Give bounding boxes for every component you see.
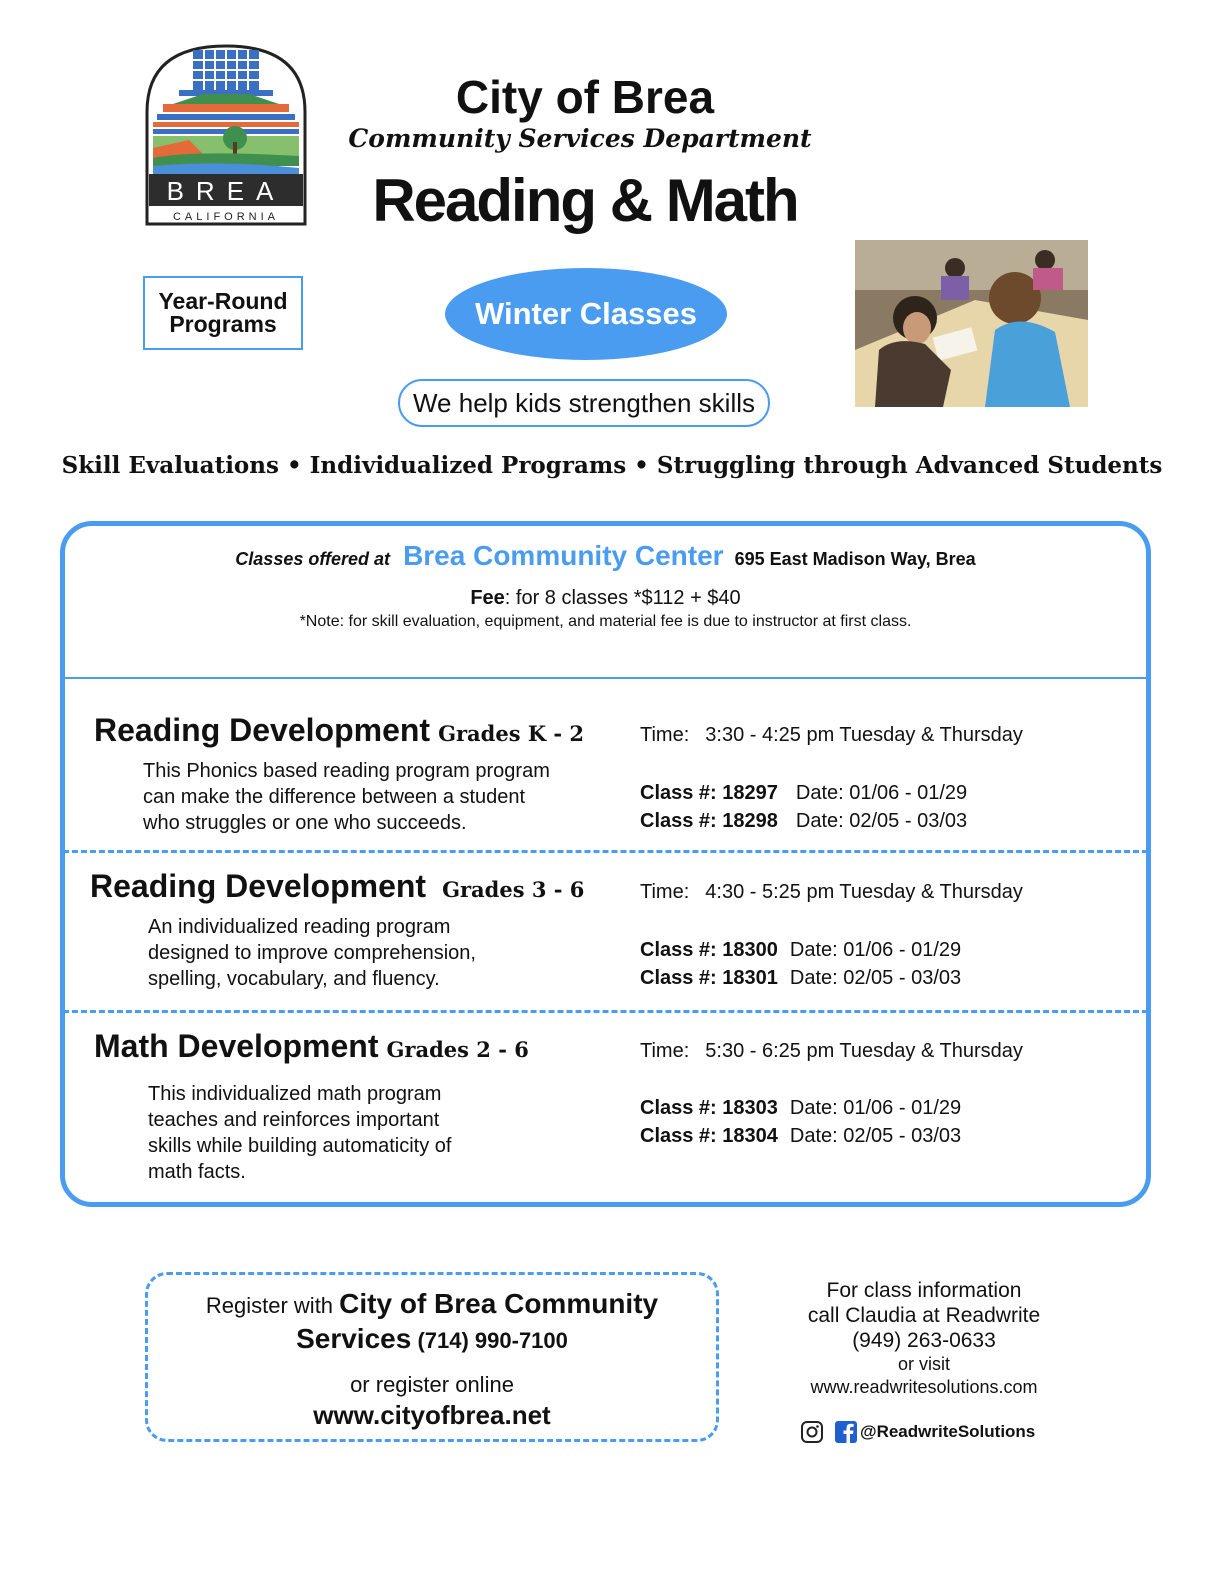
course-time <box>640 1040 1023 1063</box>
department-title: Community Services Department <box>348 124 812 153</box>
desc-line: spelling, vocabulary, and fluency. <box>148 968 440 990</box>
course-time <box>640 881 1023 904</box>
class-date: Date: 01/06 - 01/29 <box>795 782 968 804</box>
kids-reading-photo <box>855 240 1088 407</box>
desc-line: can make the difference between a student <box>143 786 526 808</box>
instagram-icon[interactable] <box>800 1420 824 1444</box>
desc-line: An individualized reading program <box>148 916 451 938</box>
class-date: Date: 02/05 - 03/03 <box>795 810 968 832</box>
class-date: Date: 02/05 - 03/03 <box>789 1125 962 1147</box>
social-handle: @ReadwriteSolutions <box>860 1422 1036 1441</box>
location-line <box>60 540 1151 572</box>
desc-line: teaches and reinforces important <box>148 1109 440 1131</box>
social-handles <box>800 1418 1035 1446</box>
course-description <box>148 914 608 992</box>
course-description <box>148 1081 608 1185</box>
time-value: 4:30 - 5:25 pm Tuesday & Thursday <box>705 881 1023 903</box>
class-number: Class #: 18304 <box>640 1125 778 1147</box>
register-line <box>145 1323 719 1355</box>
class-entry <box>640 1122 961 1150</box>
tagline: We help kids strengthen skills <box>398 379 770 427</box>
register-prefix: Register with <box>205 1293 334 1318</box>
winter-classes-badge: Winter Classes <box>445 268 727 360</box>
course-name: Reading Development <box>94 712 431 748</box>
register-online-text: or register online <box>350 1372 514 1397</box>
year-round-text: Year-Round Programs <box>158 288 288 337</box>
info-phone: (949) 263-0633 <box>852 1329 996 1352</box>
course-grades: Grades 3 - 6 <box>442 877 585 902</box>
course-divider <box>63 850 1148 853</box>
course-title <box>94 1028 529 1065</box>
register-phone: (714) 990-7100 <box>417 1328 568 1353</box>
course-grades: Grades K - 2 <box>438 721 585 746</box>
register-line <box>145 1288 719 1320</box>
time-value: 3:30 - 4:25 pm Tuesday & Thursday <box>705 724 1023 746</box>
info-line: For class information <box>826 1279 1022 1302</box>
city-title: City of Brea <box>455 71 715 123</box>
class-date: Date: 01/06 - 01/29 <box>789 1097 962 1119</box>
class-date: Date: 02/05 - 03/03 <box>789 967 962 989</box>
class-entry <box>640 779 967 807</box>
desc-line: math facts. <box>148 1161 246 1183</box>
course-divider <box>63 1010 1148 1013</box>
class-entry <box>640 964 961 992</box>
desc-line: skills while building automaticity of <box>148 1135 452 1157</box>
logo-state: CALIFORNIA <box>172 211 280 223</box>
year-round-badge <box>143 276 303 350</box>
class-list <box>640 936 961 992</box>
contact-info <box>770 1278 1078 1400</box>
course-name: Reading Development <box>90 868 427 904</box>
fee-line <box>60 587 1151 610</box>
info-visit: or visit <box>897 1354 950 1374</box>
course-title <box>90 868 584 905</box>
fee-text: : for 8 classes *$112 + $40 <box>504 587 741 609</box>
course-title <box>94 712 584 749</box>
info-line: call Claudia at Readwrite <box>807 1304 1041 1327</box>
course-time <box>640 724 1023 747</box>
city-of-brea-logo <box>143 42 309 228</box>
features-line: Skill Evaluations • Individualized Programs • Struggling through Advanced Students <box>61 452 1163 479</box>
class-list <box>640 779 967 835</box>
time-label: Time: <box>640 724 690 746</box>
info-url-link[interactable]: www.readwritesolutions.com <box>810 1377 1038 1397</box>
course-name: Math Development <box>94 1028 379 1064</box>
class-entry <box>640 936 961 964</box>
location-place: Brea Community Center <box>403 540 724 571</box>
panel-divider <box>63 677 1148 679</box>
class-date: Date: 01/06 - 01/29 <box>789 939 962 961</box>
facebook-icon[interactable] <box>834 1420 858 1444</box>
register-org: City of Brea Community <box>339 1288 659 1319</box>
class-number: Class #: 18303 <box>640 1097 778 1119</box>
desc-line: This Phonics based reading program program <box>143 760 550 782</box>
class-entry <box>640 807 967 835</box>
time-label: Time: <box>640 881 690 903</box>
fee-note: *Note: for skill evaluation, equipment, and material fee is due to instructor at first class. <box>299 613 912 630</box>
fee-label: Fee <box>470 587 505 609</box>
register-org-cont: Services <box>296 1323 412 1354</box>
program-title: Reading & Math <box>372 167 798 234</box>
register-url-link[interactable]: www.cityofbrea.net <box>313 1400 551 1430</box>
class-list <box>640 1094 961 1150</box>
location-address: 695 East Madison Way, Brea <box>734 549 976 569</box>
class-number: Class #: 18301 <box>640 967 778 989</box>
logo-name: BREA <box>166 176 286 206</box>
location-label: Classes offered at <box>235 549 391 569</box>
time-value: 5:30 - 6:25 pm Tuesday & Thursday <box>705 1040 1023 1062</box>
desc-line: This individualized math program <box>148 1083 442 1105</box>
class-entry <box>640 1094 961 1122</box>
course-description <box>143 758 603 836</box>
desc-line: who struggles or one who succeeds. <box>143 812 467 834</box>
class-number: Class #: 18300 <box>640 939 778 961</box>
desc-line: designed to improve comprehension, <box>148 942 476 964</box>
class-number: Class #: 18298 <box>640 810 778 832</box>
time-label: Time: <box>640 1040 690 1062</box>
class-number: Class #: 18297 <box>640 782 778 804</box>
course-grades: Grades 2 - 6 <box>386 1037 529 1062</box>
